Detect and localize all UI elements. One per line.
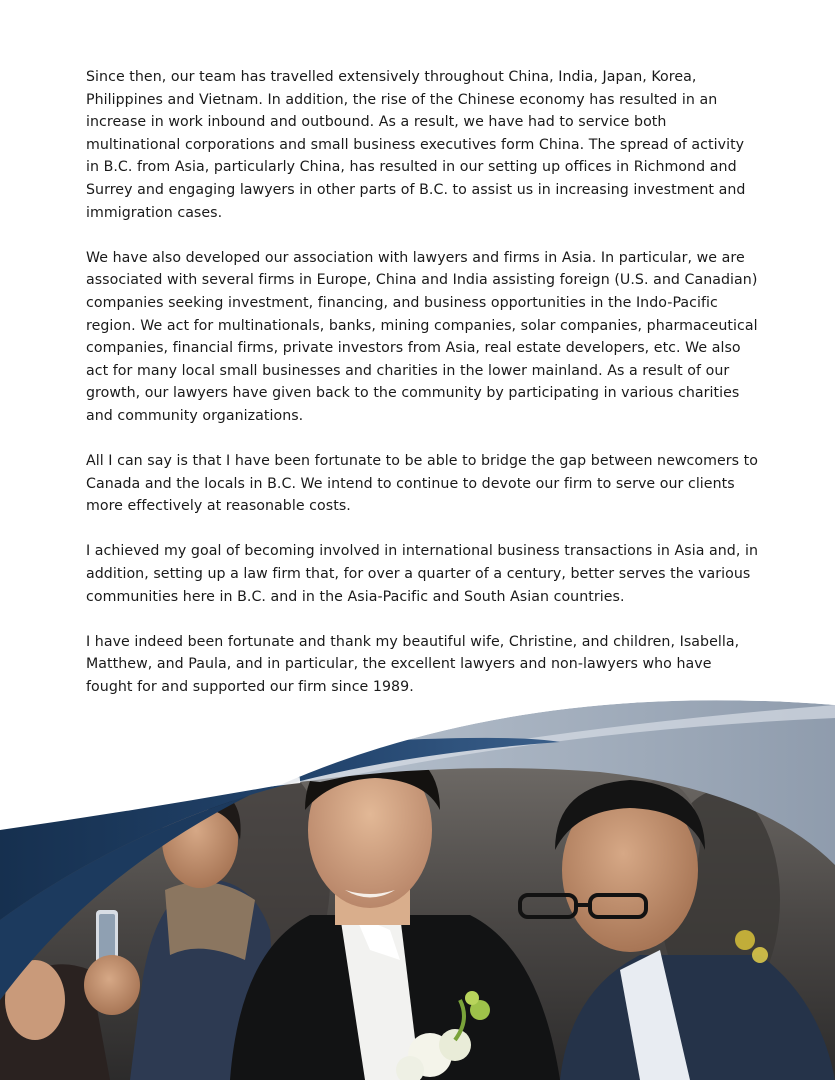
paragraph-4: I achieved my goal of becoming involved in international business transactions in Asia and, in addition, setting up a law firm that, for over a quarter of a century, better serves the various communities here in B.C. and in the Asia-Pacific and South Asian countries. — [86, 543, 758, 605]
paragraph-3: All I can say is that I have been fortunate to be able to bridge the gap between newcomers to Canada and the locals in B.C. We intend to continue to devote our firm to serve our clients more effectively at reasonable costs. — [86, 453, 758, 515]
graduation-photo — [0, 700, 835, 1080]
body-text — [86, 66, 758, 721]
paragraph-1: Since then, our team has travelled extensively throughout China, India, Japan, Korea, Philippines and Vietnam. In addition, the rise of the Chinese economy has resulted in an increase in work inbound and outbound. As a result, we have had to service both multinational corporations and small business executives form China. The spread of activity in B.C. from Asia, particularly China, has resulted in our setting up offices in Richmond and Surrey and engaging lawyers in other parts of B.C. to assist us in increasing investment and immigration cases. — [86, 69, 746, 221]
paragraph-2: We have also developed our association with lawyers and firms in Asia. In particular, we are associated with several firms in Europe, China and India assisting foreign (U.S. and Canadian) companies seeking investment, financing, and business opportunities in the Indo-Pacific region. We act for multinationals, banks, mining companies, solar companies, pharmaceutical companies, financial firms, private investors from Asia, real estate developers, etc. We also act for many local small businesses and charities in the lower mainland. As a result of our growth, our lawyers have given back to the community by participating in various charities and community organizations. — [86, 249, 758, 424]
paragraph-5: I have indeed been fortunate and thank my beautiful wife, Christine, and children, Isabella, Matthew, and Paula, and in particular, the excellent lawyers and non-lawyers who have fought for and supported our firm since 1989. — [86, 633, 740, 696]
